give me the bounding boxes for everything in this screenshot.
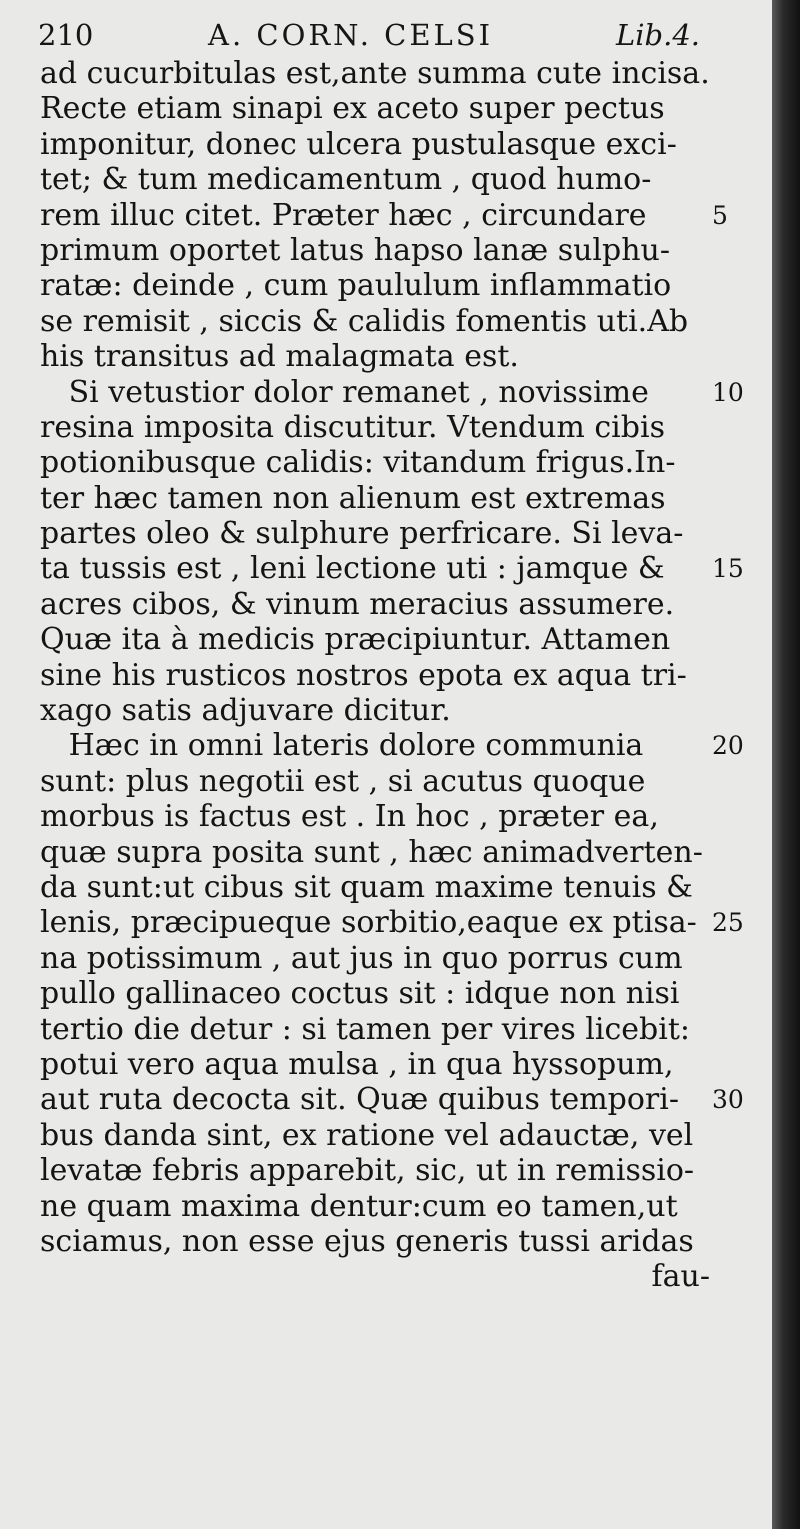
- text-line: [40, 1118, 710, 1153]
- line-text: potui vero aqua mulsa , in qua hyssopum,: [40, 1046, 674, 1082]
- line-number: 5: [712, 200, 728, 230]
- text-line: [40, 127, 710, 162]
- line-text: lenis, præcipueque sorbitio,eaque ex ptisa-: [40, 905, 697, 941]
- text-line: [40, 1012, 710, 1047]
- text-line: [40, 905, 744, 941]
- line-text: Recte etiam sinapi ex aceto super pectus: [40, 91, 665, 127]
- line-text: aut ruta decocta sit. Quæ quibus tempori-: [40, 1082, 679, 1118]
- line-text: ter hæc tamen non alienum est extremas: [40, 480, 666, 516]
- text-line: [40, 941, 710, 976]
- line-text: his transitus ad malagmata est.: [40, 339, 519, 375]
- running-title: A. CORN. CELSI: [208, 18, 494, 52]
- text-line: [40, 91, 710, 126]
- text-line: [40, 56, 710, 91]
- line-text: ta tussis est , leni lectione uti : jamque &: [40, 551, 665, 587]
- line-text: bus danda sint, ex ratione vel adauctæ, vel: [40, 1117, 694, 1153]
- line-number: 25: [712, 908, 744, 938]
- line-text: se remisit , siccis & calidis fomentis uti.Ab: [40, 303, 689, 339]
- text-line: [40, 870, 710, 905]
- text-line: [40, 516, 710, 551]
- text-line: [40, 304, 710, 339]
- line-text: Quæ ita à medicis præcipiuntur. Attamen: [40, 622, 671, 658]
- line-text: rem illuc citet. Præter hæc , circundare: [40, 197, 647, 233]
- line-text: quæ supra posita sunt , hæc animadverten-: [40, 834, 703, 870]
- text-line: [40, 835, 710, 870]
- line-text: morbus is factus est . In hoc , præter ea,: [40, 799, 659, 835]
- text-line: [40, 693, 710, 728]
- text-line: [40, 551, 744, 587]
- line-text: partes oleo & sulphure perfricare. Si leva-: [40, 516, 684, 552]
- line-number: 15: [712, 554, 744, 584]
- text-line: [40, 658, 710, 693]
- line-text: Si vetustior dolor remanet , novissime: [40, 374, 649, 410]
- line-text: ne quam maxima dentur:cum eo tamen,ut: [40, 1188, 678, 1224]
- line-number: 20: [712, 731, 744, 761]
- line-text: sine his rusticos nostros epota ex aqua tri-: [40, 657, 687, 693]
- text-line: [40, 268, 710, 303]
- line-text: ratæ: deinde , cum paululum inflammatio: [40, 268, 672, 304]
- line-text: xago satis adjuvare dicitur.: [40, 693, 451, 729]
- line-number: 30: [712, 1085, 744, 1115]
- text-line: [40, 622, 710, 657]
- text-line: [40, 233, 710, 268]
- line-text: sciamus, non esse ejus generis tussi aridas: [40, 1223, 694, 1259]
- line-text: na potissimum , aut jus in quo porrus cum: [40, 940, 683, 976]
- line-text: sunt: plus negotii est , si acutus quoque: [40, 763, 646, 799]
- text-line: [40, 162, 710, 197]
- page-number: 210: [38, 18, 94, 52]
- text-line: [40, 764, 710, 799]
- line-text: pullo gallinaceo coctus sit : idque non nisi: [40, 976, 680, 1012]
- running-header: [38, 14, 700, 60]
- line-text: da sunt:ut cibus sit quam maxime tenuis &: [40, 869, 693, 905]
- text-line: [40, 1082, 744, 1118]
- line-text: Hæc in omni lateris dolore communia: [40, 728, 644, 764]
- text-line: [40, 481, 710, 516]
- book-gutter: [772, 0, 800, 1529]
- book-indicator: Lib.4.: [616, 18, 700, 52]
- text-line: [40, 728, 744, 764]
- text-line: [40, 374, 744, 410]
- text-line: [40, 976, 710, 1011]
- catchword: fau-: [651, 1259, 710, 1295]
- text-line: [40, 1224, 710, 1259]
- line-text: tet; & tum medicamentum , quod humo-: [40, 162, 652, 198]
- line-text: levatæ febris apparebit, sic, ut in remissio-: [40, 1153, 695, 1189]
- text-line: [40, 339, 710, 374]
- line-text: primum oportet latus hapso lanæ sulphu-: [40, 232, 670, 268]
- text-line: [40, 1047, 710, 1082]
- line-text: tertio die detur : si tamen per vires licebit:: [40, 1011, 690, 1047]
- line-text: imponitur, donec ulcera pustulasque exci-: [40, 126, 677, 162]
- text-line: [40, 410, 710, 445]
- text-line: [40, 587, 710, 622]
- text-line: [40, 799, 710, 834]
- line-text: ad cucurbitulas est,ante summa cute incisa.: [40, 56, 710, 91]
- line-text: potionibusque calidis: vitandum frigus.In-: [40, 445, 676, 481]
- line-text: resina imposita discutitur. Vtendum cibis: [40, 409, 665, 445]
- body-text: [40, 56, 744, 1295]
- line-number: 10: [712, 377, 744, 407]
- line-text: acres cibos, & vinum meracius assumere.: [40, 586, 675, 622]
- text-line: [40, 197, 728, 233]
- text-line: [40, 1189, 710, 1224]
- text-line: [40, 1153, 710, 1188]
- text-line: [40, 445, 710, 480]
